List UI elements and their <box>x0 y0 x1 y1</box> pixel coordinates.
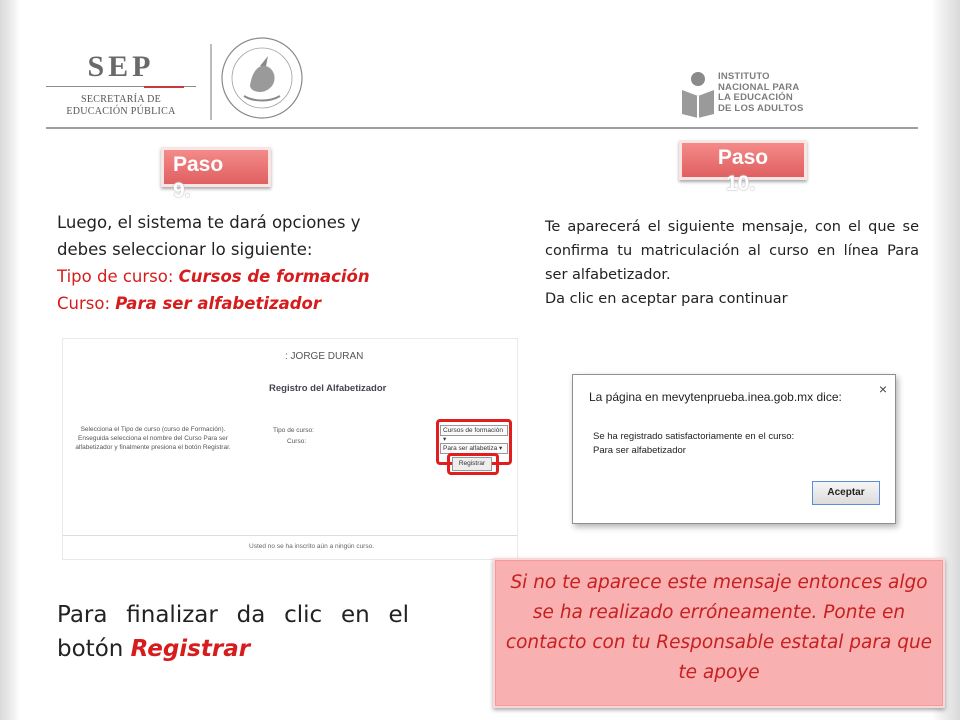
confirmation-dialog <box>572 374 896 524</box>
accept-button[interactable]: Aceptar <box>812 481 880 505</box>
screenshot-footer: Usted no se ha inscrito aún a ningún curso. <box>249 543 375 550</box>
screenshot-select-tipo: Cursos de formación ▾ <box>440 425 508 436</box>
warning-callout: Si no te aparece este mensaje entonces algo se ha realizado erróneamente. Ponte en contacto con tu Responsable estatal para que te apoye <box>493 558 945 708</box>
step-9-badge: Paso 9. <box>161 147 271 187</box>
header-rule <box>46 127 918 129</box>
screenshot-button-highlight <box>447 453 499 475</box>
finalize-instruction: Para finalizar da clic en el botón Registrar <box>57 602 409 662</box>
step-10-click-hint: Da clic en aceptar para continuar <box>545 291 788 307</box>
step-9-number: 9. <box>173 179 191 202</box>
close-icon[interactable]: × <box>878 381 887 397</box>
step-10-badge: Paso 10. <box>679 140 807 180</box>
step-9-instructions: Luego, el sistema te dará opciones y debes seleccionar lo siguiente: Tipo de curso: Cursos de formación Curso: Para ser alfabetizador <box>57 209 457 317</box>
screenshot-select-curso: Para ser alfabetiza ▾ <box>440 443 508 454</box>
mexican-seal-icon <box>220 36 304 120</box>
curso-line: Curso: Para ser alfabetizador <box>57 294 322 313</box>
sep-logo-subtitle-2: EDUCACIÓN PÚBLICA <box>66 106 176 117</box>
dialog-course-name: Para ser alfabetizador <box>593 445 686 456</box>
registrar-keyword: Registrar <box>130 636 251 662</box>
tipo-curso-line: Tipo de curso: Cursos de formación <box>57 267 370 286</box>
screenshot-instructions: Selecciona el Tipo de curso (curso de Formación). Enseguida selecciona el nombre del Curso Para ser alfabetizador y finalmente presiona el botón Registrar. <box>75 426 231 451</box>
screenshot-title: Registro del Alfabetizador <box>269 383 387 394</box>
registration-screenshot <box>62 338 518 560</box>
header-divider <box>210 44 212 120</box>
inea-logo-text: INSTITUTO NACIONAL PARA LA EDUCACIÓN DE LOS ADULTOS <box>718 71 804 114</box>
screenshot-user-name: : JORGE DURAN <box>285 351 364 362</box>
step-10-paragraph: Te aparecerá el siguiente mensaje, con el que se confirma tu matriculación al curso en línea Para ser alfabetizador. <box>545 219 919 283</box>
step-10-instructions <box>545 215 919 311</box>
dialog-title: La página en mevytenprueba.inea.gob.mx dice: <box>589 390 842 404</box>
sep-logo-word: SEP <box>87 50 155 83</box>
screenshot-label-tipo: Tipo de curso: <box>273 427 314 434</box>
sep-logo-subtitle-1: SECRETARÍA DE <box>80 94 162 105</box>
screenshot-register-button: Registrar <box>452 457 492 471</box>
screenshot-label-curso: Curso: <box>287 438 307 445</box>
step-10-number: 10. <box>726 172 756 195</box>
inea-logo <box>678 70 818 118</box>
dialog-message: Se ha registrado satisfactoriamente en el curso: <box>593 431 795 442</box>
left-margin-strip <box>0 0 20 720</box>
sep-logo <box>46 52 196 118</box>
inea-reader-icon <box>678 70 718 118</box>
